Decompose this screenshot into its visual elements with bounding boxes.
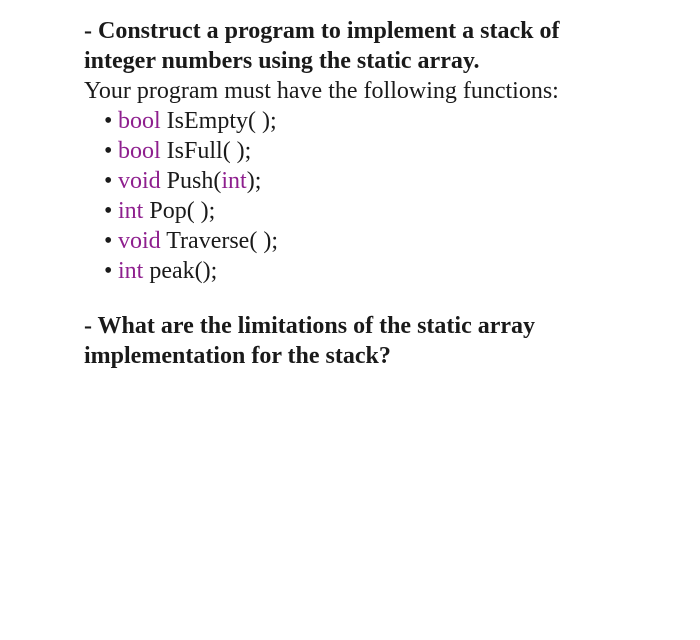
return-type-keyword: bool	[118, 108, 161, 134]
return-type-keyword: void	[118, 168, 161, 194]
return-type-keyword: bool	[118, 138, 161, 164]
function-list	[84, 106, 684, 286]
return-type-keyword: int	[118, 258, 144, 284]
question-2-heading	[84, 311, 684, 371]
function-item	[104, 136, 684, 166]
question-1-heading	[84, 16, 684, 76]
document-body	[84, 16, 684, 371]
function-signature: IsEmpty( );	[160, 108, 277, 134]
bullet-icon: •	[104, 198, 113, 224]
param-type-keyword: int	[221, 168, 247, 194]
question-1-line-2: integer numbers using the static array.	[84, 48, 480, 74]
question-1-line-1: - Construct a program to implement a stack of	[84, 18, 560, 44]
question-2-line-2: implementation for the stack?	[84, 343, 391, 369]
function-signature: IsFull( );	[160, 138, 252, 164]
functions-intro: Your program must have the following functions:	[84, 78, 559, 104]
function-item	[104, 196, 684, 226]
bullet-icon: •	[104, 228, 113, 254]
function-signature: Traverse( );	[160, 228, 278, 254]
function-item	[104, 166, 684, 196]
function-item	[104, 226, 684, 256]
function-signature: peak();	[143, 258, 218, 284]
bullet-icon: •	[104, 108, 113, 134]
return-type-keyword: void	[118, 228, 161, 254]
question-2-line-1: - What are the limitations of the static array	[84, 313, 536, 339]
function-signature-end: );	[246, 168, 262, 194]
function-item	[104, 106, 684, 136]
bullet-icon: •	[104, 138, 113, 164]
return-type-keyword: int	[118, 198, 144, 224]
bullet-icon: •	[104, 258, 113, 284]
bullet-icon: •	[104, 168, 113, 194]
function-item	[104, 256, 684, 286]
function-signature: Pop( );	[143, 198, 216, 224]
function-signature: Push(	[160, 168, 222, 194]
